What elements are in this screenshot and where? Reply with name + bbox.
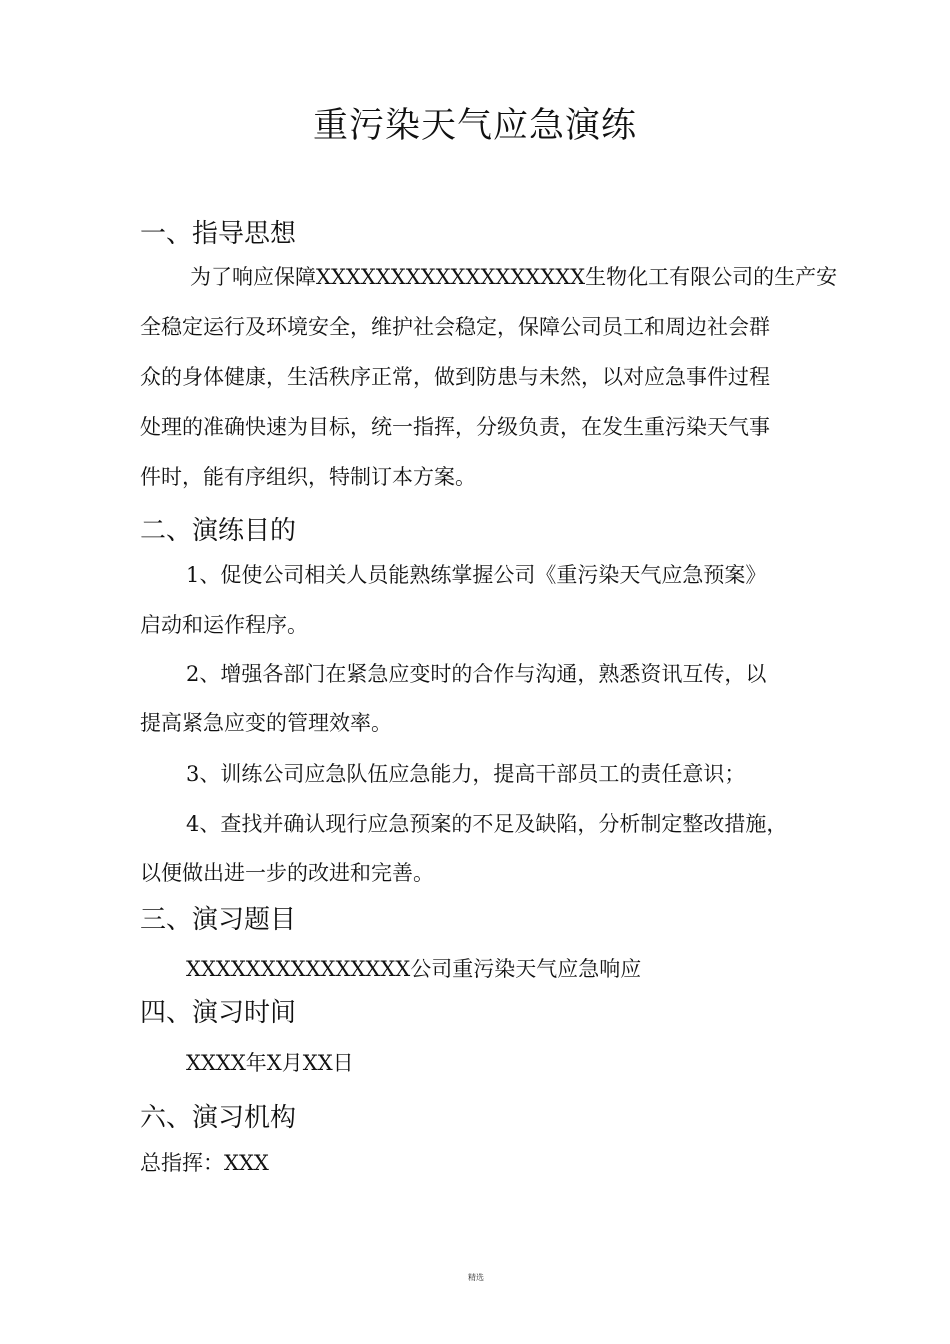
paragraph-line: 启动和运作程序。 xyxy=(140,613,308,637)
paragraph-line: XXXX年X月XX日 xyxy=(186,1051,354,1075)
section-heading-drill-organization: 六、演习机构 xyxy=(140,1103,297,1133)
paragraph-line: 为了响应保障XXXXXXXXXXXXXXXXXX生物化工有限公司的生产安 xyxy=(190,265,838,289)
section-heading-guiding-ideology: 一、指导思想 xyxy=(140,219,297,249)
paragraph-line: 提高紧急应变的管理效率。 xyxy=(140,711,392,735)
paragraph-line: 处理的准确快速为目标，统一指挥，分级负责，在发生重污染天气事 xyxy=(140,415,770,439)
paragraph-line: 3、训练公司应急队伍应急能力，提高干部员工的责任意识； xyxy=(186,762,746,786)
section-heading-drill-time: 四、演习时间 xyxy=(140,998,297,1028)
paragraph-line: 4、查找并确认现行应急预案的不足及缺陷，分析制定整改措施， xyxy=(186,812,788,836)
document-title: 重污染天气应急演练 xyxy=(312,106,637,146)
paragraph-line: 全稳定运行及环境安全，维护社会稳定，保障公司员工和周边社会群 xyxy=(140,315,770,339)
section-heading-drill-topic: 三、演习题目 xyxy=(140,905,297,935)
paragraph-line: XXXXXXXXXXXXXXX公司重污染天气应急响应 xyxy=(186,957,642,981)
footer-mark: 精选 xyxy=(468,1273,484,1282)
paragraph-line: 件时，能有序组织，特制订本方案。 xyxy=(140,465,476,489)
paragraph-line: 1、促使公司相关人员能熟练掌握公司《重污染天气应急预案》 xyxy=(186,563,767,587)
section-heading-drill-purpose: 二、演练目的 xyxy=(140,516,297,546)
paragraph-line: 以便做出进一步的改进和完善。 xyxy=(140,861,434,885)
paragraph-line: 众的身体健康，生活秩序正常，做到防患与未然，以对应急事件过程 xyxy=(140,365,770,389)
paragraph-line: 2、增强各部门在紧急应变时的合作与沟通，熟悉资讯互传，以 xyxy=(186,662,767,686)
paragraph-line: 总指挥：XXX xyxy=(140,1151,269,1175)
